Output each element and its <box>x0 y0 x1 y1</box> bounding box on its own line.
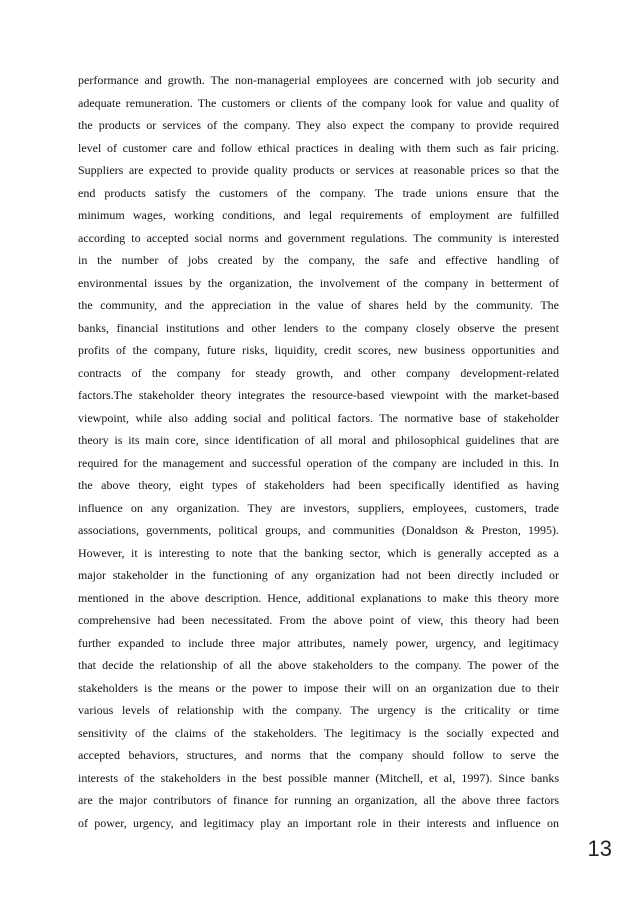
text-line: the above theory, eight types of stakeholders had been specifically identified as having <box>78 478 559 492</box>
text-line: minimum wages, working conditions, and legal requirements of employment are fulfilled <box>78 208 559 222</box>
text-line: interests of the stakeholders in the best possible manner (Mitchell, et al, 1997). Since banks <box>78 770 559 785</box>
text-line: the community, and the appreciation in the value of shares held by the community. The <box>78 298 559 312</box>
text-line: Suppliers are expected to provide quality products or services at reasonable prices so that the <box>78 163 559 177</box>
text-line: end products satisfy the customers of the company. The trade unions ensure that the <box>78 185 559 200</box>
text-line: further expanded to include three major attributes, namely power, urgency, and legitimacy <box>78 635 559 650</box>
text-line: accepted behaviors, structures, and norms that the company should follow to serve the <box>78 748 559 762</box>
text-line: influence on any organization. They are investors, suppliers, employees, customers, trade <box>78 500 559 515</box>
text-line: major stakeholder in the functioning of any organization had not been directly included or <box>78 568 559 582</box>
page-number: 13 <box>587 836 612 861</box>
text-line: performance and growth. The non-managerial employees are concerned with job security and <box>78 73 559 87</box>
text-line: associations, governments, political groups, and communities (Donaldson & Preston, 1995). <box>78 523 559 537</box>
text-line: are the major contributors of finance for running an organization, all the above three factors <box>78 793 559 807</box>
text-line: the products or services of the company. They also expect the company to provide required <box>78 118 559 132</box>
text-line: various levels of relationship with the company. The urgency is the criticality or time <box>78 703 559 717</box>
text-line: in the number of jobs created by the company, the safe and effective handling of <box>78 253 559 267</box>
text-line: adequate remuneration. The customers or clients of the company look for value and quality of <box>78 95 559 110</box>
text-line: level of customer care and follow ethical practices in dealing with them such as fair pricing. <box>78 140 559 155</box>
body-paragraph <box>78 69 559 834</box>
text-line: sensitivity of the claims of the stakeholders. The legitimacy is the socially expected and <box>78 725 559 740</box>
text-line: environmental issues by the organization, the involvement of the company in betterment of <box>78 275 559 290</box>
text-line: factors.The stakeholder theory integrates the resource-based viewpoint with the market-based <box>78 388 559 402</box>
text-line: required for the management and successful operation of the company are included in this. In <box>78 455 559 470</box>
text-line: according to accepted social norms and government regulations. The community is interested <box>78 230 559 245</box>
text-line: stakeholders is the means or the power to impose their will on an organization due to their <box>78 680 559 695</box>
text-line: viewpoint, while also adding social and political factors. The normative base of stakeholder <box>78 410 559 425</box>
text-line: However, it is interesting to note that the banking sector, which is generally accepted as a <box>78 545 559 560</box>
text-line: mentioned in the above description. Hence, additional explanations to make this theory more <box>78 590 559 605</box>
text-line: theory is its main core, since identification of all moral and philosophical guidelines that are <box>78 433 559 447</box>
text-line: profits of the company, future risks, liquidity, credit scores, new business opportunities and <box>78 343 559 357</box>
text-line: of power, urgency, and legitimacy play an important role in their interests and influence on <box>78 815 559 830</box>
text-line: comprehensive had been necessitated. From the above point of view, this theory had been <box>78 613 559 627</box>
text-line: that decide the relationship of all the above stakeholders to the company. The power of the <box>78 658 559 672</box>
text-line: contracts of the company for steady growth, and other company development-related <box>78 365 559 380</box>
text-line: banks, financial institutions and other lenders to the company closely observe the present <box>78 320 559 335</box>
